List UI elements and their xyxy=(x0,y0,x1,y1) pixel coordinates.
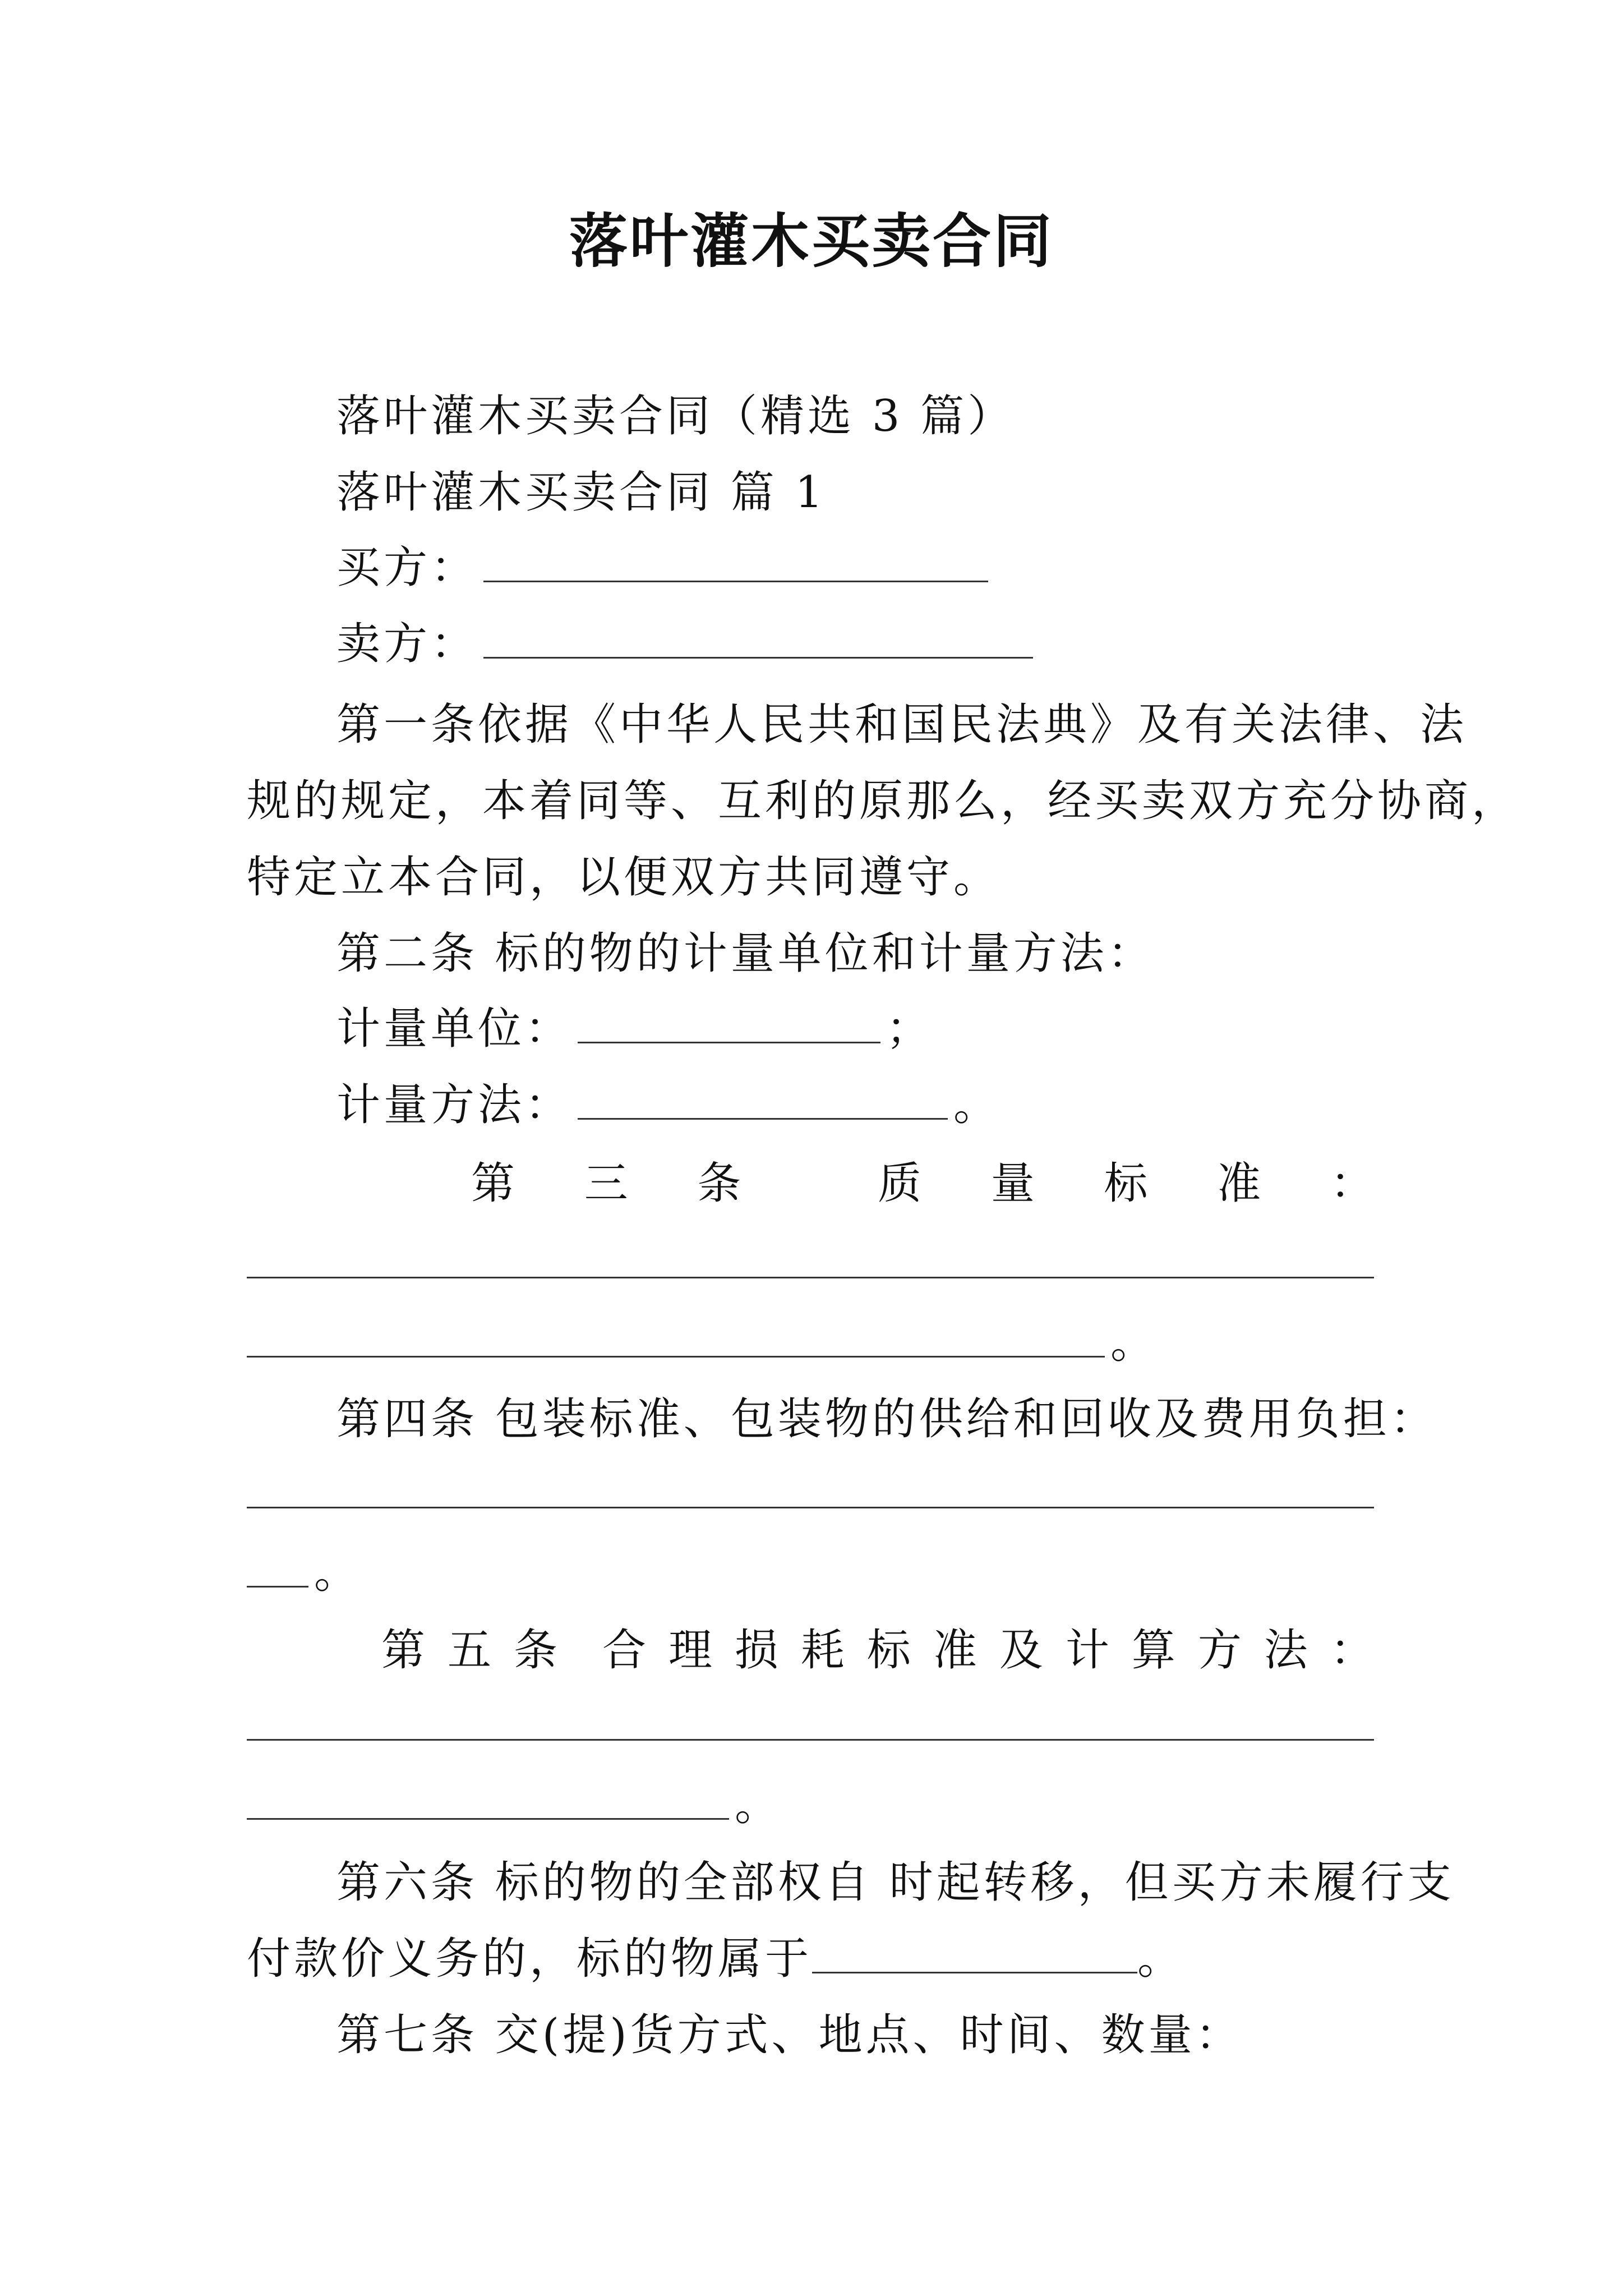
article5-char: 条 xyxy=(513,1625,557,1676)
article5-char: 第 xyxy=(381,1625,426,1676)
article5-char: 理 xyxy=(668,1625,712,1676)
unit-line xyxy=(336,1000,933,1058)
article5-char: 法 xyxy=(1264,1625,1308,1676)
article5-char: 及 xyxy=(999,1625,1043,1676)
article4-end: 。 xyxy=(314,1548,362,1598)
article5-blank-line xyxy=(247,1776,782,1834)
unit-end: ； xyxy=(886,1004,934,1054)
method-end: 。 xyxy=(953,1080,1001,1130)
article1-line2: 规的规定，本着同等、互利的原那么，经买卖双方充分协商， xyxy=(247,776,1519,826)
article1-line3: 特定立本合同，以便双方共同遵守。 xyxy=(247,852,1001,903)
article6-line2 xyxy=(247,1930,1184,1988)
unit-label: 计量单位： xyxy=(336,1004,573,1054)
seller-line xyxy=(336,615,1039,673)
section-heading: 落叶灌木买卖合同 篇 1 xyxy=(336,467,827,518)
article3-char: ： xyxy=(1330,1158,1374,1209)
article3-end: 。 xyxy=(1110,1318,1158,1368)
article4-blank-2[interactable] xyxy=(247,1547,308,1588)
article4-heading: 第四条 包装标准、包装物的供给和回收及费用负担： xyxy=(336,1394,1437,1444)
article5-end: 。 xyxy=(735,1780,782,1830)
document-subtitle: 落叶灌木买卖合同（精选 3 篇） xyxy=(336,391,1015,441)
method-label: 计量方法： xyxy=(336,1080,573,1130)
buyer-blank[interactable] xyxy=(483,541,988,582)
article5-char: 算 xyxy=(1131,1625,1175,1676)
document-title: 落叶灌木买卖合同 xyxy=(569,206,1054,275)
article5-heading xyxy=(381,1621,1374,1680)
article3-char: 标 xyxy=(1104,1158,1148,1209)
article6-end: 。 xyxy=(1137,1934,1185,1984)
method-blank[interactable] xyxy=(578,1079,948,1120)
article4-blank-line xyxy=(247,1544,361,1602)
seller-blank[interactable] xyxy=(483,618,1033,659)
article6-line1: 第六条 标的物的全部权自 时起转移，但买方未履行支 xyxy=(336,1857,1455,1908)
article5-char: 耗 xyxy=(800,1625,845,1676)
article3-char: 条 xyxy=(697,1158,741,1209)
article7-heading: 第七条 交(提)货方式、地点、时间、数量： xyxy=(336,2010,1243,2060)
article5-char: 损 xyxy=(734,1625,778,1676)
unit-blank[interactable] xyxy=(578,1002,880,1043)
article3-blank-line xyxy=(247,1314,1158,1372)
article5-char: 计 xyxy=(1065,1625,1109,1676)
article3-char: 第 xyxy=(471,1158,515,1209)
method-line xyxy=(336,1076,1000,1134)
article4-blank-1[interactable] xyxy=(247,1507,1374,1508)
article3-char: 量 xyxy=(990,1158,1035,1209)
article5-char: 五 xyxy=(447,1625,491,1676)
article5-char: 标 xyxy=(866,1625,911,1676)
article5-char: 方 xyxy=(1197,1625,1242,1676)
article2-heading: 第二条 标的物的计量单位和计量方法： xyxy=(336,928,1155,979)
article3-heading xyxy=(471,1154,1374,1213)
seller-label: 卖方： xyxy=(336,619,478,669)
article5-blank-2[interactable] xyxy=(247,1779,729,1820)
article3-char: 三 xyxy=(584,1158,628,1209)
article6-blank[interactable] xyxy=(812,1932,1137,1973)
article3-blank-1[interactable] xyxy=(247,1277,1374,1278)
article3-char: 质 xyxy=(878,1158,922,1209)
article5-blank-1[interactable] xyxy=(247,1739,1374,1741)
article6-text: 付款价义务的，标的物属于 xyxy=(247,1934,813,1984)
buyer-line xyxy=(336,539,994,597)
article5-char: ： xyxy=(1330,1625,1374,1676)
buyer-label: 买方： xyxy=(336,542,478,593)
article1-line1: 第一条依据《中华人民共和国民法典》及有关法律、法 xyxy=(336,700,1468,750)
article3-blank-2[interactable] xyxy=(247,1317,1105,1358)
article5-char: 合 xyxy=(602,1625,646,1676)
article5-char: 准 xyxy=(933,1625,977,1676)
article3-char: 准 xyxy=(1217,1158,1261,1209)
